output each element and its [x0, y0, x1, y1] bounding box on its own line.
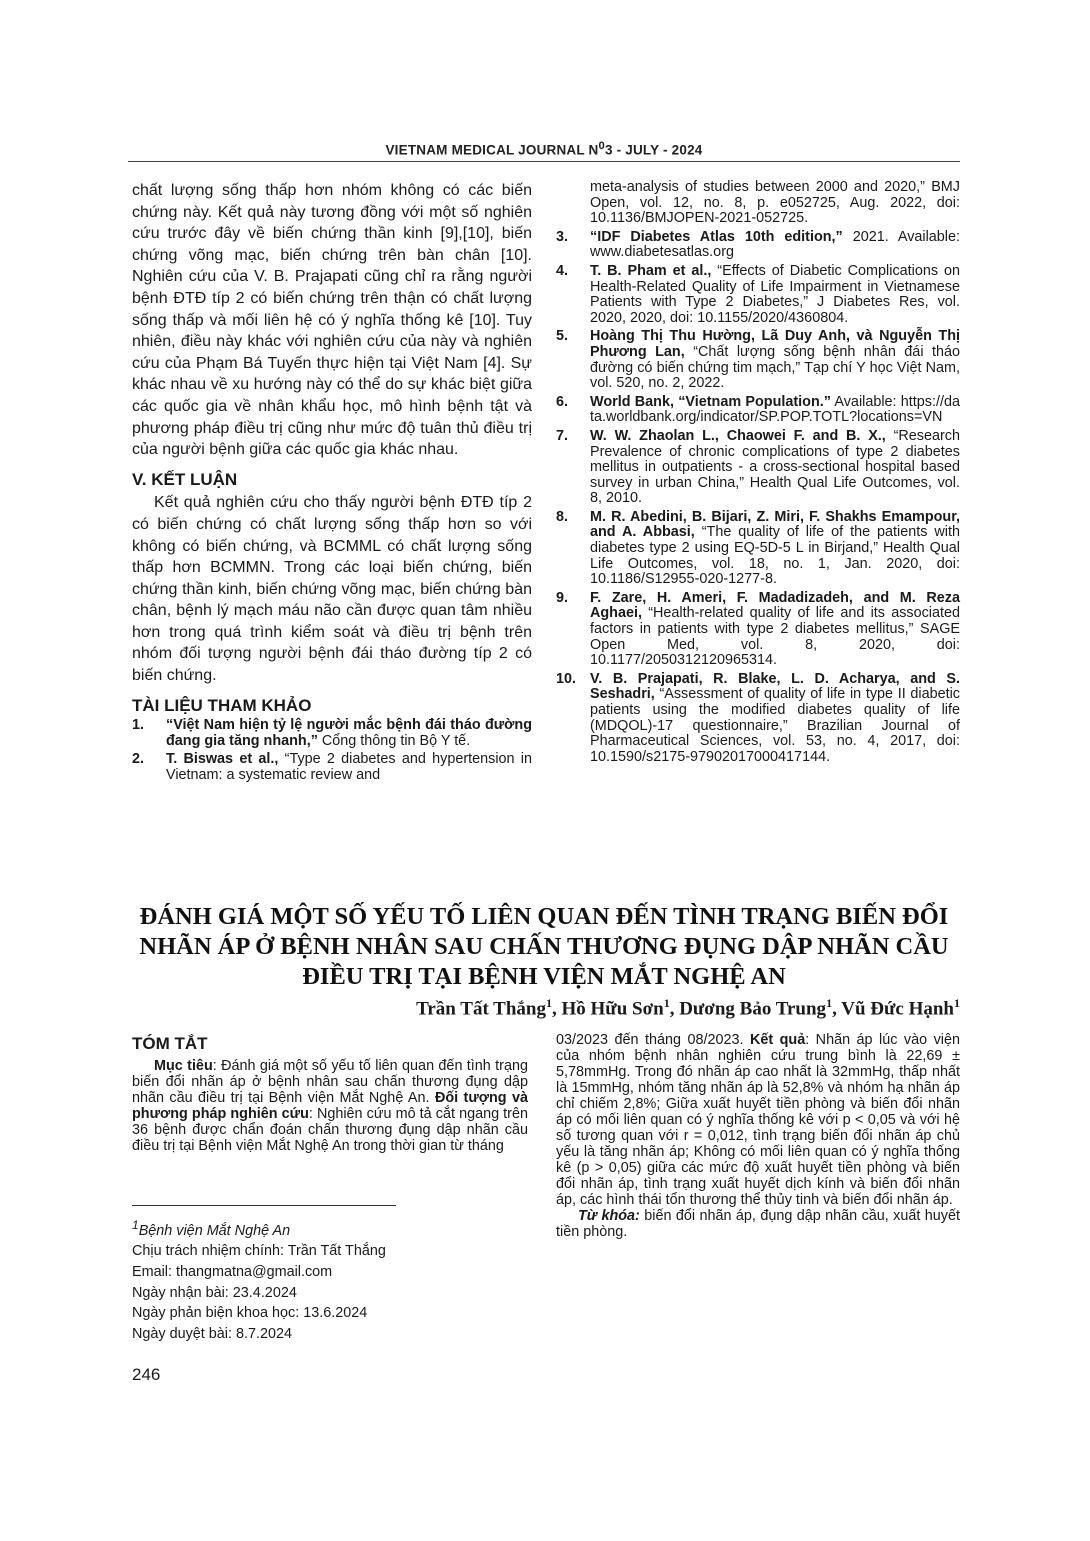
reference-item [556, 591, 960, 669]
reference-item [556, 329, 960, 391]
reference-item [132, 718, 532, 749]
objective-label: Mục tiêu [154, 1058, 213, 1074]
reference-number: 5. [556, 328, 569, 345]
article-title: ĐÁNH GIÁ MỘT SỐ YẾU TỐ LIÊN QUAN ĐẾN TÌNH TRẠNG BIẾN ĐỔI NHÃN ÁP Ở BỆNH NHÂN SAU CHẤN THƯƠNG ĐỤNG DẬP NHÃN CẦU ĐIỀU TRỊ TẠI BỆNH VIỆN MẮT NGHỆ AN [139, 903, 949, 990]
footnote-rule [132, 1205, 396, 1206]
reference-number: 7. [556, 427, 569, 444]
review-date: Ngày phản biện khoa học: 13.6.2024 [132, 1305, 368, 1322]
reference-text: “Assessment of quality of life in type II diabetic patients using the modified diabetes quality of life (MDQOL)-17 questionnaire,” Brazilian Journal of Pharmaceutical Sciences, vol. 53, no. 4, 2017, doi: 10.1590/s2175-97902017000417144. [590, 686, 960, 765]
reference-authors: M. R. Abedini, B. Bijari, Z. Miri, F. Shakhs Emampour, and A. Abbasi, [590, 508, 960, 541]
conclusion-heading: V. KẾT LUẬN [132, 469, 238, 489]
right-column [556, 180, 960, 768]
reference-text: “Type 2 diabetes and hypertension in Vietnam: a systematic review and [166, 751, 532, 784]
issue-date: 3 - JULY - 2024 [604, 142, 703, 158]
reference-item [132, 752, 532, 783]
reference-text: “The quality of life of the patients with diabetes type 2 using EQ-5D-5 L in Birjand,” Health Qual Life Outcomes, vol. 18, no. 1, Jan. 2020, doi: 10.1186/S12955-020-1277-8. [590, 524, 960, 588]
reference-item [556, 395, 960, 426]
reference-number: 10. [556, 670, 577, 687]
author-name: Vũ Đức Hạnh [841, 998, 954, 1020]
received-date: Ngày nhận bài: 23.4.2024 [132, 1284, 297, 1301]
journal-name: VIETNAM MEDICAL JOURNAL N [385, 142, 599, 158]
reference-text: “Health-related quality of life and its associated factors in patients with type 2 diabetes mellitus,” SAGE Open Med, vol. 8, 2020, doi: 10.1177/2050312120965314. [590, 605, 960, 669]
results-text: : Nhãn áp lúc vào viện của nhóm bệnh nhân nghiên cứu trung bình là 22,69 ± 5,78mmHg. Trong đó nhãn áp cao nhất là 32mmHg, thấp nhất là 15mmHg, nhóm tăng nhãn áp là 52,8% và nhóm hạ nhãn áp chỉ chiếm 2,8%; Giữa xuất huyết tiền phòng và biến đổi nhãn áp có mối liên quan có ý nghĩa thống kê với p < 0,05 và với hệ số tương quan với r = 0,012, tình trạng biến đổi nhãn áp chủ yếu là tăng nhãn áp; Không có mối liên quan có ý nghĩa thống kê (p > 0,05) giữa các mức độ xuất huyết tiền phòng và biến đổi nhãn áp, tình trạng xuất huyết dịch kính và biến đổi nhãn áp, các hình thái tổn thương thể thủy tinh và biến đổi nhãn áp. [556, 1032, 960, 1208]
reference-number: 6. [556, 393, 569, 410]
reference-number: 2. [132, 751, 145, 768]
abstract-paragraph [132, 1058, 528, 1154]
page-number: 246 [132, 1365, 161, 1384]
left-column [132, 180, 532, 787]
reference-authors: Hoàng Thị Thu Hường, Lã Duy Anh, và Nguyễn Thị Phương Lan, [590, 328, 960, 360]
reference-item [556, 264, 960, 326]
author-name: Hồ Hữu Sơn [561, 998, 664, 1020]
conclusion-paragraph: Kết quả nghiên cứu cho thấy người bệnh ĐTĐ típ 2 có biến chứng có chất lượng sống thấp hơn so với không có biến chứng, và BCMML có chất lượng sống thấp hơn BCMMN. Trong các loại biến chứng, biến chứng thần kinh, biến chứng võng mạc, biến chứng bàn chân, bệnh lý mạch máu não cần được quan tâm nhiều hơn trong quá trình kiểm soát và điều trị bệnh trên nhóm đối tượng người bệnh đái tháo đường típ 2 có biến chứng. [132, 494, 532, 685]
reference-authors: V. B. Prajapati, R. Blake, L. D. Acharya, and S. Seshadri, [590, 670, 960, 703]
reference-list-right [556, 180, 960, 765]
affiliation-name: Bệnh viện Mắt Nghệ An [138, 1222, 291, 1239]
reference-text: Cổng thông tin Bộ Y tế. [317, 732, 471, 749]
abstract-paragraph-cont [556, 1032, 960, 1208]
author-affiliation: 1 [954, 996, 960, 1010]
results-label: Kết quả [749, 1032, 806, 1048]
keywords-text: biến đổi nhãn áp, đụng dập nhãn cầu, xuất huyết tiền phòng. [556, 1208, 960, 1240]
keywords-paragraph [556, 1208, 960, 1240]
reference-number: 8. [556, 508, 569, 525]
reference-number: 3. [556, 228, 569, 245]
reference-item [556, 672, 960, 766]
reference-text: meta-analysis of studies between 2000 and 2020,” BMJ Open, vol. 12, no. 8, p. e052725, Aug. 2022, doi: 10.1136/BMJOPEN-2021-052725. [590, 179, 960, 227]
author-affiliation: 1 [663, 996, 670, 1010]
abstract-right [556, 1032, 960, 1240]
author-line: Trần Tất Thắng$^1$, Hồ Hữu Sơn$^1$, Dương Bảo Trung$^1$, Vũ Đức Hạnh$^1$ [416, 996, 960, 1020]
reference-text: “Research Prevalence of chronic complications of type 2 diabetes mellitus in outpatients - a cross-sectional hospital based survey in urban China,” Health Qual Life Outcomes, vol. 8, 2010. [590, 427, 960, 507]
author-affiliation: 1 [826, 996, 833, 1010]
affiliation-note [132, 1215, 532, 1241]
reference-authors: “Việt Nam hiện tỷ lệ người mắc bệnh đái tháo đường đang gia tăng nhanh,” [166, 717, 532, 749]
objective-text: : Đánh giá một số yếu tố liên quan đến tình trạng biến đổi nhãn áp ở bệnh nhân sau chấn thương đụng dập nhãn cầu điều trị tại Bệnh viện Mắt Nghệ An. [132, 1058, 528, 1106]
keywords-label: Từ khóa: [578, 1208, 640, 1224]
responsible-author: Chịu trách nhiệm chính: Trần Tất Thắng [132, 1243, 386, 1260]
reference-list-left [132, 718, 532, 783]
reference-authors: F. Zare, H. Ameri, F. Madadizadeh, and M. Reza Aghaei, [590, 589, 960, 622]
reference-authors: T. B. Pham et al., [590, 262, 712, 279]
author-name: Dương Bảo Trung [679, 998, 827, 1020]
reference-continuation [556, 180, 960, 227]
reference-authors: “IDF Diabetes Atlas 10th edition,” [590, 228, 843, 245]
contact-email: Email: thangmatna@gmail.com [132, 1263, 333, 1280]
reference-text: Available: https://data.worldbank.org/indicator/SP.POP.TOTL?locations=VN [590, 393, 961, 426]
reference-item [556, 230, 960, 261]
author-name: Trần Tất Thắng [416, 998, 546, 1020]
methods-text: : Nghiên cứu mô tả cắt ngang trên 36 bệnh được chẩn đoán chấn thương đụng dập nhãn cầu điều trị tại Bệnh viện Mắt Nghệ An trong thời gian từ tháng [132, 1106, 528, 1154]
reference-number: 9. [556, 589, 569, 606]
reference-text: “Chất lượng sống bệnh nhân đái tháo đường có biến chứng tim mạch,” Tạp chí Y học Việt Nam, vol. 520, no. 2, 2022. [590, 343, 961, 392]
reference-item [556, 429, 960, 507]
reference-item [556, 510, 960, 588]
reference-number: 4. [556, 262, 569, 279]
reference-authors: W. W. Zhaolan L., Chaowei F. and B. X., [590, 427, 886, 444]
methods-label: Đối tượng và phương pháp nghiên cứu [132, 1090, 528, 1122]
discussion-paragraph: chất lượng sống thấp hơn nhóm không có các biến chứng này. Kết quả này tương đồng với một số nghiên cứu trước đây về biến chứng thần kinh [9],[10], biến chứng võng mạc, biến chứng trên bàn chân [10]. Nghiên cứu của V. B. Prajapati cũng chỉ ra rằng người bệnh ĐTĐ típ 2 có biến chứng trên thận có chất lượng sống thấp và mối liên hệ có ý nghĩa thống kê [10]. Tuy nhiên, điều này khác với nghiên cứu của này và nghiên cứu của Phạm Bá Tuyến thực hiện tại Việt Nam [4]. Sự khác nhau về xu hướng này có thể do sự khác biệt giữa các quốc gia về nhân khẩu học, mô hình bệnh tật và phương pháp điều trị cũng như mức độ tuân thủ điều trị của người bệnh giữa các quốc gia khác nhau. [132, 182, 532, 459]
issue-superscript: 0 [598, 140, 605, 152]
affiliation-superscript: 1 [132, 1218, 139, 1232]
footnote [132, 1215, 532, 1344]
reference-text: “Effects of Diabetic Complications on Health-Related Quality of Life Impairment in Vietnamese Patients with Type 2 Diabetes,” J Diabetes Res, vol. 2020, 2020, doi: 10.1155/2020/4360804. [590, 262, 960, 326]
accepted-date: Ngày duyệt bài: 8.7.2024 [132, 1325, 293, 1342]
reference-authors: World Bank, “Vietnam Population.” [590, 393, 831, 410]
abstract-heading: TÓM TẮT [132, 1034, 208, 1053]
reference-authors: T. Biswas et al., [166, 751, 279, 768]
reference-text: 2021. Available: www.diabetesatlas.org [590, 228, 960, 261]
header-rule [128, 161, 960, 162]
journal-header [128, 140, 960, 158]
references-heading: TÀI LIỆU THAM KHẢO [132, 695, 312, 715]
abstract-left [132, 1034, 528, 1154]
reference-number: 1. [132, 717, 145, 734]
methods-continuation: 03/2023 đến tháng 08/2023. [556, 1032, 750, 1048]
author-affiliation: 1 [546, 996, 552, 1010]
